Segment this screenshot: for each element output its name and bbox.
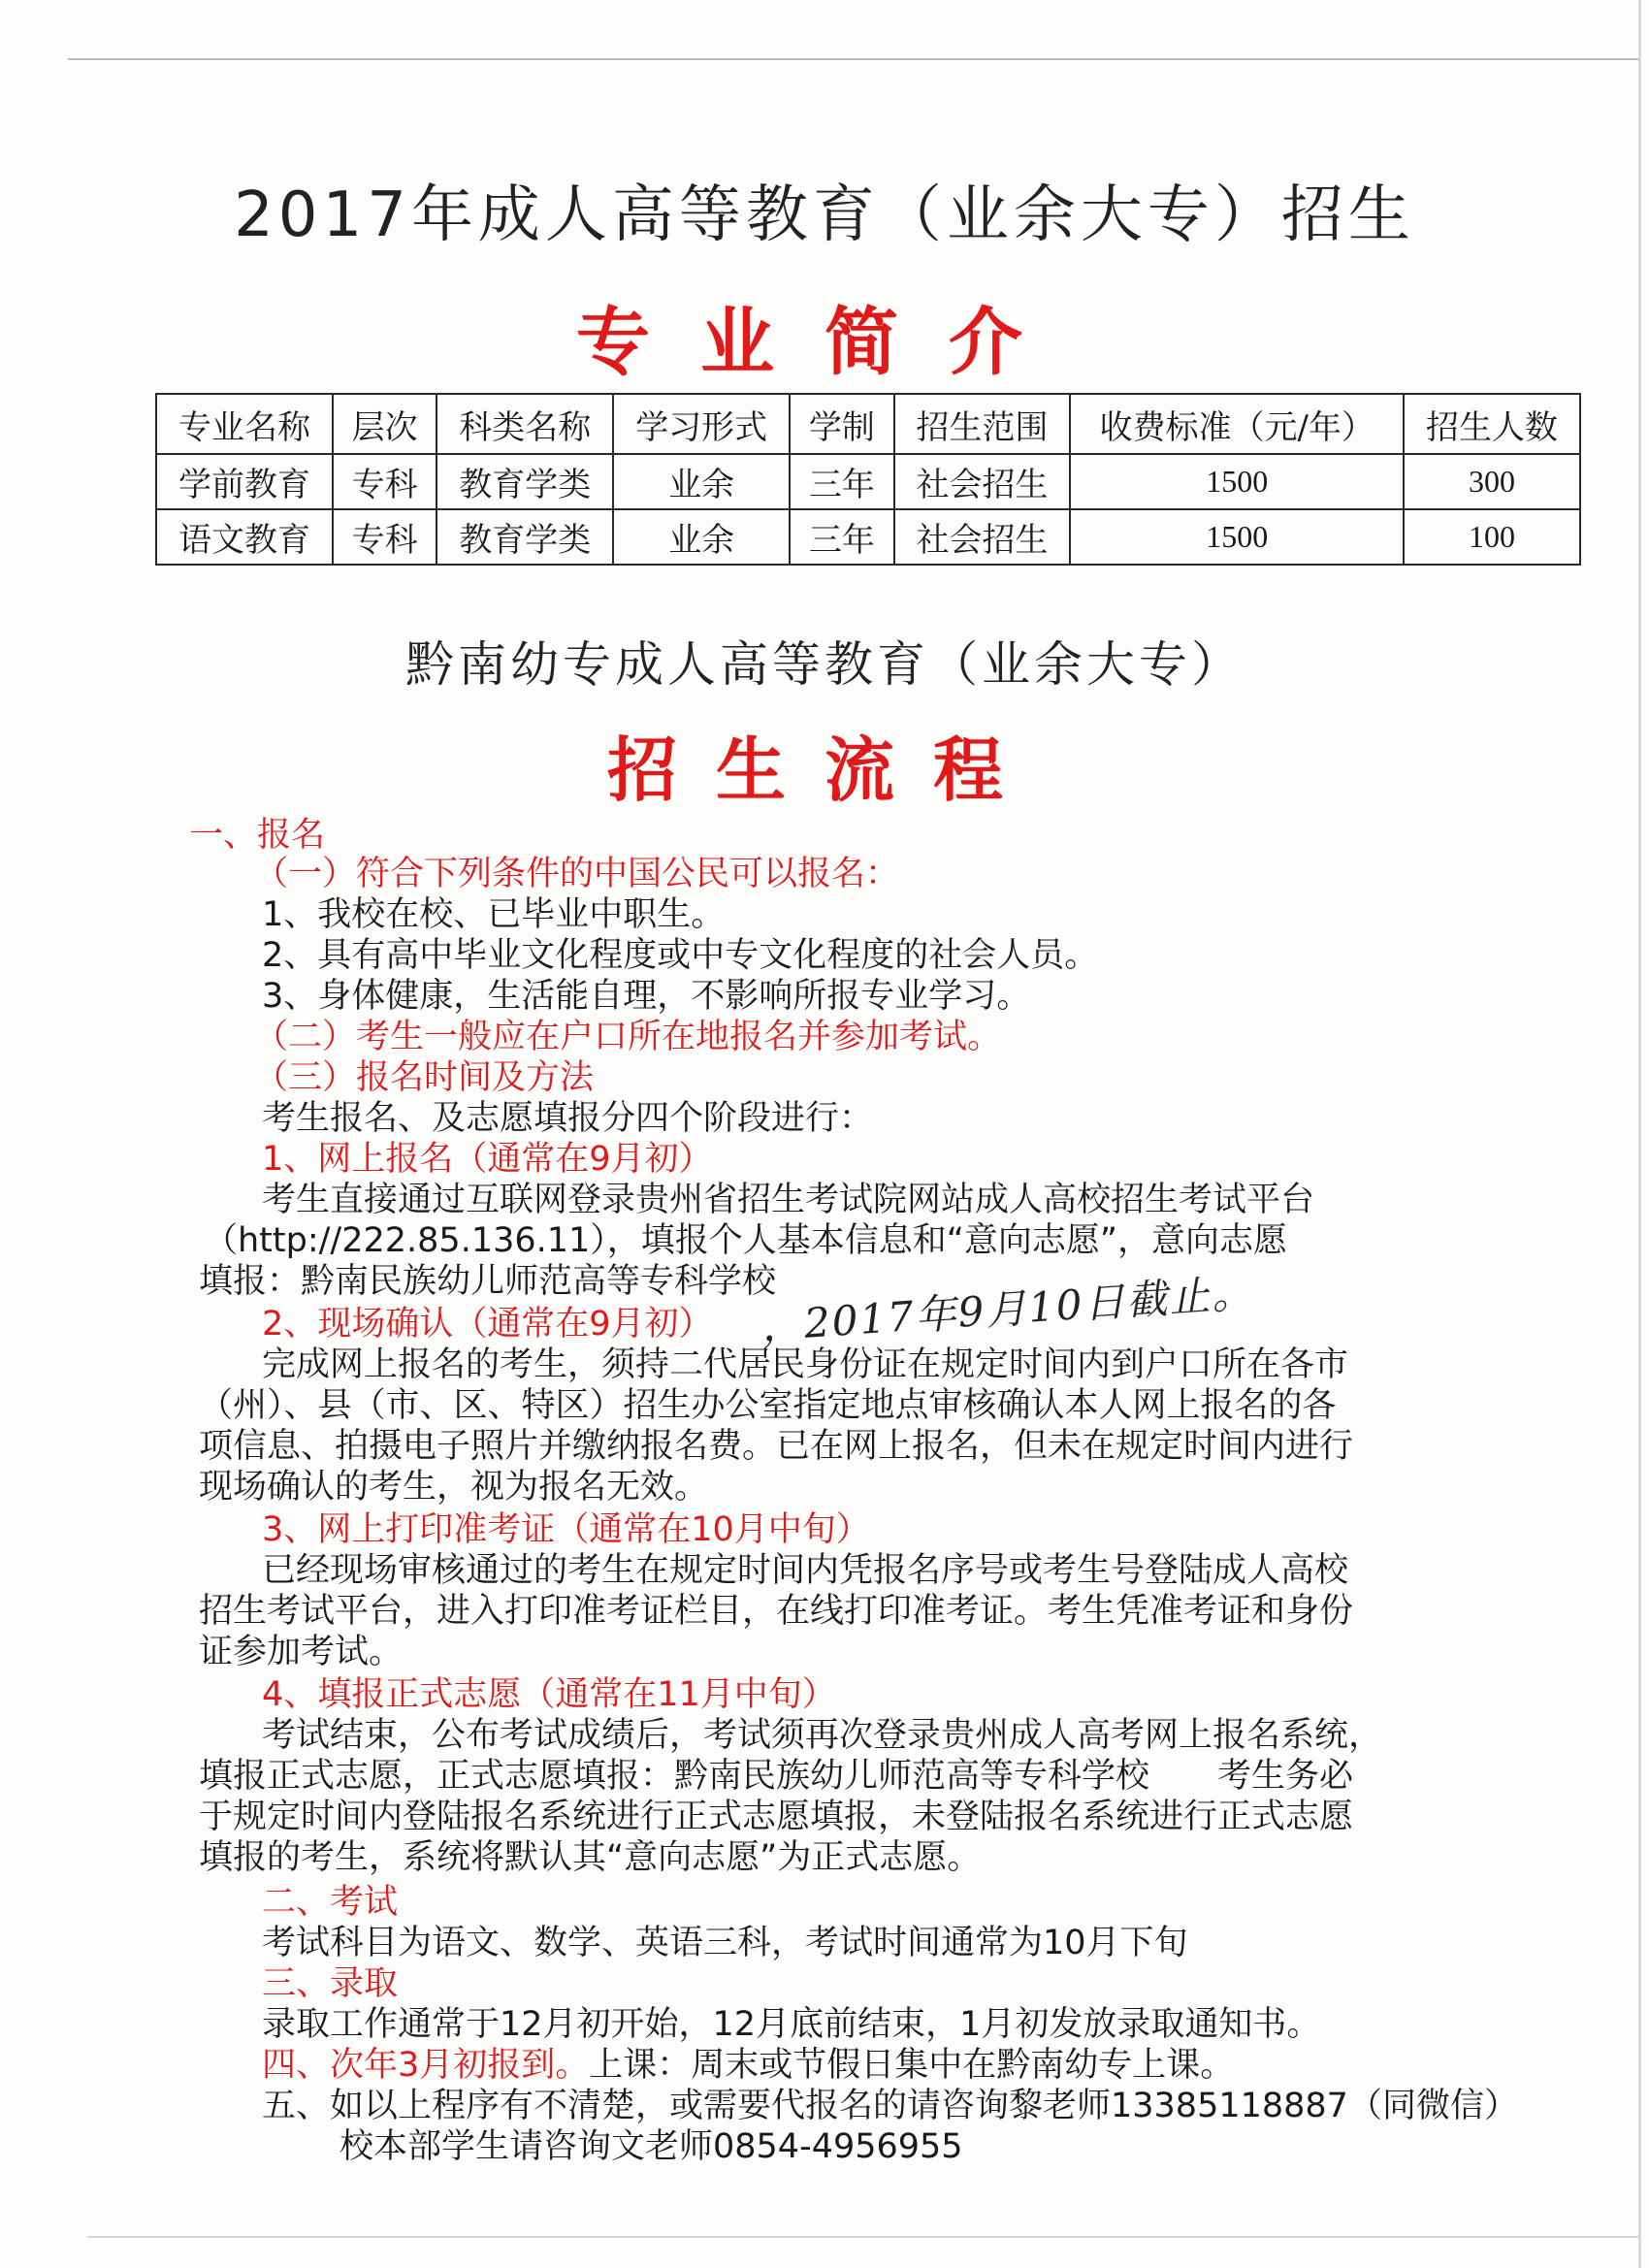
section-enrollment-heading: 四、次年3月初报到。 bbox=[262, 2046, 590, 2085]
table-cell: 社会招生 bbox=[894, 509, 1071, 565]
table-header-cell: 学习形式 bbox=[613, 394, 790, 454]
eligibility-item: 3、身体健康，生活能自理，不影响所报专业学习。 bbox=[262, 977, 1031, 1016]
step1-heading: 1、网上报名（通常在9月初） bbox=[262, 1140, 713, 1179]
enrollment-text: 上课：周末或节假日集中在黔南幼专上课。 bbox=[589, 2046, 1235, 2085]
table-header-row bbox=[156, 394, 1580, 454]
table-cell: 教育学类 bbox=[436, 509, 613, 565]
enrollment-line bbox=[262, 2045, 1234, 2086]
document-title: 2017年成人高等教育（业余大专）招生 bbox=[234, 179, 1415, 251]
table-row bbox=[156, 454, 1580, 509]
step3-text: 已经现场审核通过的考生在规定时间内凭报名序号或考生号登陆成人高校 bbox=[262, 1551, 1349, 1590]
table-cell: 300 bbox=[1404, 454, 1580, 509]
table-header-cell: 科类名称 bbox=[436, 394, 613, 454]
handwritten-deadline-note: ，2017年9月10日截止。 bbox=[760, 1268, 1256, 1350]
step2-heading: 2、现场确认（通常在9月初） bbox=[262, 1305, 713, 1344]
eligibility-heading: （一）符合下列条件的中国公民可以报名： bbox=[254, 855, 900, 893]
step3-text: 招生考试平台，进入打印准考证栏目，在线打印准考证。考生凭准考证和身份 bbox=[199, 1592, 1354, 1631]
table-cell: 1500 bbox=[1070, 509, 1404, 565]
table-cell: 社会招生 bbox=[894, 454, 1071, 509]
exam-text: 考试科目为语文、数学、英语三科，考试时间通常为10月下旬 bbox=[262, 1924, 1188, 1962]
step2-text: 项信息、拍摄电子照片并缴纳报名费。已在网上报名，但未在规定时间内进行 bbox=[199, 1427, 1354, 1466]
registration-method-heading: （三）报名时间及方法 bbox=[254, 1058, 595, 1097]
step4-text: 于规定时间内登陆报名系统进行正式志愿填报，未登陆报名系统进行正式志愿 bbox=[199, 1798, 1354, 1836]
scan-edge-bottom bbox=[87, 2236, 1639, 2238]
eligibility-item: 1、我校在校、已毕业中职生。 bbox=[262, 895, 726, 934]
registration-intro: 考生报名、及志愿填报分四个阶段进行： bbox=[262, 1099, 874, 1138]
contact-text-campus: 校本部学生请咨询文老师0854-4956955 bbox=[340, 2127, 963, 2166]
eligibility-item: 2、具有高中毕业文化程度或中专文化程度的社会人员。 bbox=[262, 936, 1099, 975]
table-cell: 三年 bbox=[790, 454, 893, 509]
table-header-cell: 招生人数 bbox=[1404, 394, 1580, 454]
section-exam-heading: 二、考试 bbox=[262, 1883, 399, 1922]
table-header-cell: 收费标准（元/年） bbox=[1070, 394, 1404, 454]
step1-text: （http://222.85.136.11），填报个人基本信息和“意向志愿”，意向志愿 bbox=[204, 1221, 1288, 1260]
step3-text: 证参加考试。 bbox=[199, 1633, 404, 1671]
majors-table bbox=[155, 393, 1581, 566]
table-cell: 100 bbox=[1404, 509, 1580, 565]
table-header-cell: 层次 bbox=[333, 394, 436, 454]
table-cell: 专科 bbox=[333, 509, 436, 565]
process-heading: 招生流程 bbox=[606, 729, 1042, 811]
section-admission-heading: 三、录取 bbox=[262, 1964, 399, 2003]
step4-heading: 4、填报正式志愿（通常在11月中旬） bbox=[262, 1675, 836, 1714]
table-cell: 教育学类 bbox=[436, 454, 613, 509]
table-cell: 三年 bbox=[790, 509, 893, 565]
table-header-cell: 招生范围 bbox=[894, 394, 1071, 454]
table-cell: 学前教育 bbox=[156, 454, 333, 509]
step4-text: 考试结束，公布考试成绩后，考试须再次登录贵州成人高考网上报名系统， bbox=[262, 1716, 1383, 1755]
step2-text: 完成网上报名的考生，须持二代居民身份证在规定时间内到户口所在各市 bbox=[262, 1345, 1349, 1384]
step4-text: 填报正式志愿，正式志愿填报：黔南民族幼儿师范高等专科学校 考生务必 bbox=[199, 1757, 1354, 1796]
table-row bbox=[156, 509, 1580, 565]
admission-text: 录取工作通常于12月初开始，12月底前结束，1月初发放录取通知书。 bbox=[262, 2005, 1321, 2044]
table-header-cell: 专业名称 bbox=[156, 394, 333, 454]
step4-text: 填报的考生，系统将默认其“意向志愿”为正式志愿。 bbox=[199, 1838, 982, 1877]
step2-text: 现场确认的考生，视为报名无效。 bbox=[199, 1468, 709, 1507]
registration-location-heading: （二）考生一般应在户口所在地报名并参加考试。 bbox=[254, 1018, 1002, 1056]
majors-heading: 专业简介 bbox=[576, 299, 1073, 385]
table-cell: 语文教育 bbox=[156, 509, 333, 565]
table-cell: 业余 bbox=[613, 454, 790, 509]
table-cell: 1500 bbox=[1070, 454, 1404, 509]
step2-text: （州）、县（市、区、特区）招生办公室指定地点审核确认本人网上报名的各 bbox=[199, 1386, 1337, 1425]
section-registration-heading: 一、报名 bbox=[189, 816, 326, 855]
process-subtitle: 黔南幼专成人高等教育（业余大专） bbox=[405, 636, 1244, 693]
table-cell: 业余 bbox=[613, 509, 790, 565]
table-cell: 专科 bbox=[333, 454, 436, 509]
contact-text: 五、如以上程序有不清楚，或需要代报名的请咨询黎老师13385118887（同微信） bbox=[262, 2087, 1518, 2125]
step1-text: 填报：黔南民族幼儿师范高等专科学校 bbox=[199, 1262, 777, 1301]
scan-edge-top bbox=[68, 58, 1639, 60]
step3-heading: 3、网上打印准考证（通常在10月中旬） bbox=[262, 1510, 870, 1549]
step1-text: 考生直接通过互联网登录贵州省招生考试院网站成人高校招生考试平台 bbox=[262, 1181, 1315, 1219]
table-header-cell: 学制 bbox=[790, 394, 893, 454]
